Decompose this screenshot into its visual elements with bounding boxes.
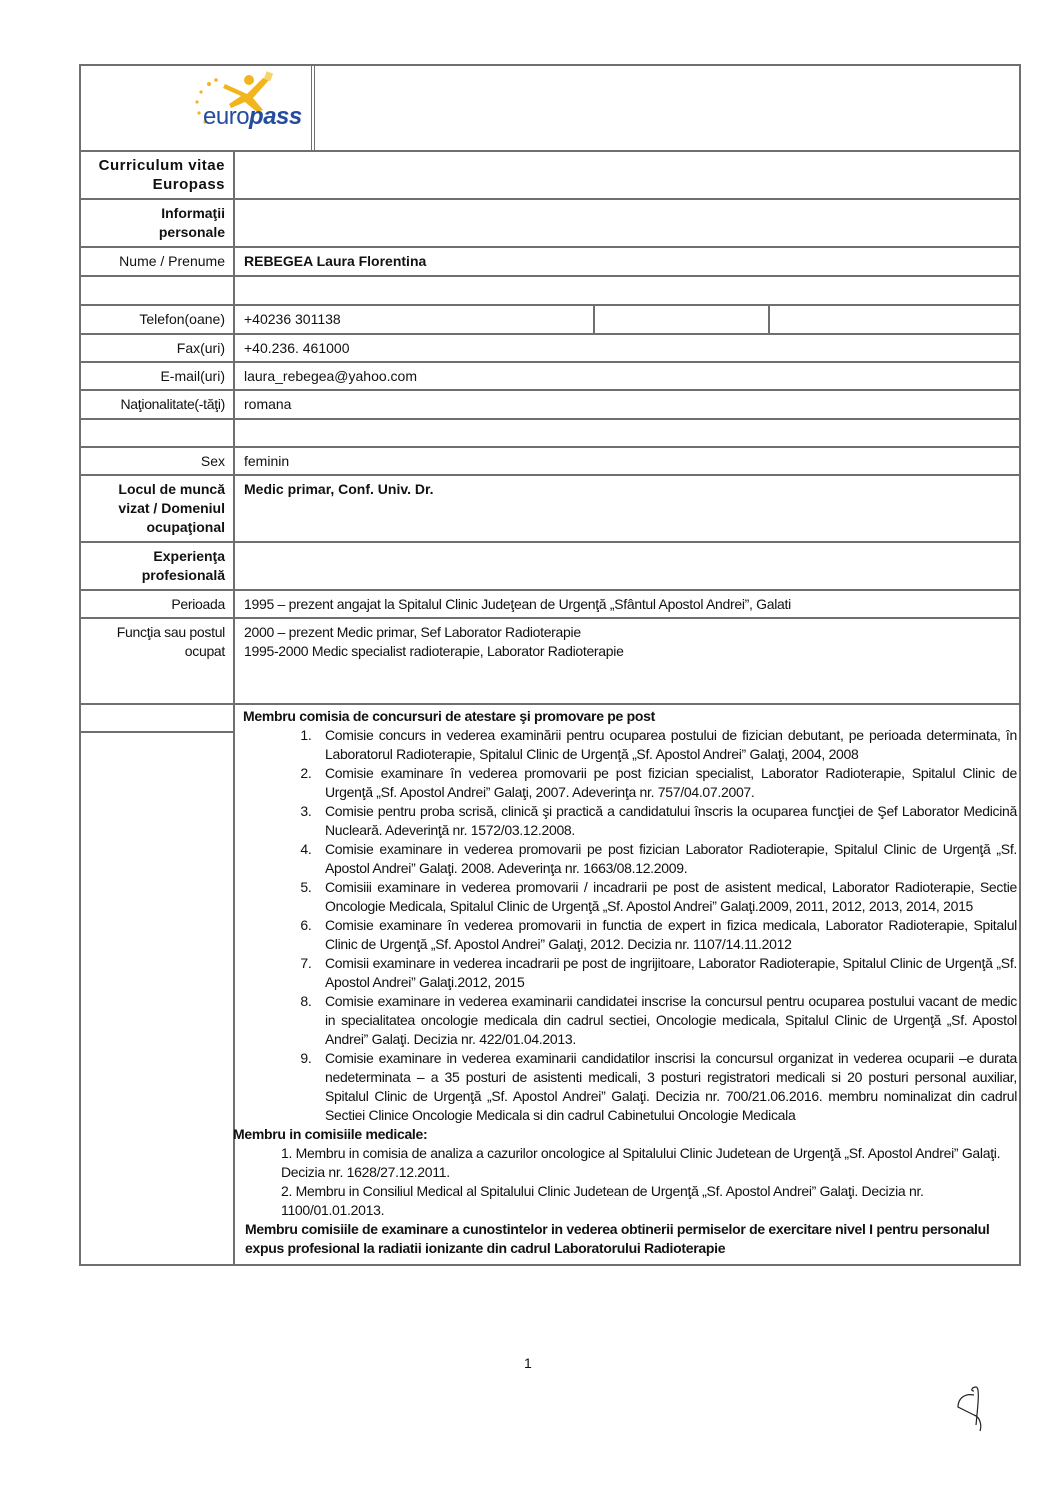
list-item: 2. Membru in Consiliul Medical al Spitalului Clinic Judetean de Urgenţă „Sf. Apostol Andrei” Galaţi. Decizia nr. 1100/01.01.2013.: [281, 1183, 924, 1218]
period-label: Perioada: [81, 591, 235, 617]
medical-committees-list: [241, 1144, 1017, 1220]
cv-table: [79, 64, 1021, 1266]
nationality-value: romana: [244, 396, 292, 412]
period-value: 1995 – prezent angajat la Spitalul Clinic Judeţean de Urgenţă „Sfântul Apostol Andrei”, Galati: [244, 596, 791, 612]
medical-committees-heading: Membru in comisiile medicale:: [233, 1126, 428, 1142]
list-item: 6. Comisie examinare în vederea promovarii in functia de expert in fizica medicala, Laborator Radioterapie, Spitalul Clinic de Urgenţă „Sf. Apostol Andrei” Galaţi, 2012. Decizia nr. 1107/14.11.2012: [315, 916, 1017, 954]
personal-info-header: [81, 200, 1019, 248]
empty-row: [81, 420, 1019, 448]
list-item: 3. Comisie pentru proba scrisă, clinică şi practică a candidatului înscris la ocuparea funcţiei de Şef Laborator Medicină Nucleară. Adeverinţă nr. 1572/03.12.2008.: [315, 802, 1017, 840]
phone-extra-cell-2: [770, 306, 1019, 333]
nationality-row: [81, 391, 1019, 420]
empty-row: [81, 277, 1019, 306]
europass-wordmark: europass: [203, 103, 302, 130]
name-value: REBEGEA Laura Florentina: [244, 253, 427, 269]
list-item: 1. Comisie concurs in vederea examinării pentru ocuparea postului de fizician debutant, pe perioada determinata, în Laboratorul Radioterapie, Spitalul Clinic de Urgenţă „Sf. Apostol Andrei” Galaţi, 2004, 2008: [315, 726, 1017, 764]
list-item: 4. Comisie examinare in vederea promovarii pe post fizician Laborator Radioterapie, Spitalul Clinic de Urgenţă „Sf. Apostol Andrei” Galaţi. 2008. Adeverinţa nr. 1663/08.12.2009.: [315, 840, 1017, 878]
exam-committees-heading: Membru comisiile de examinare a cunostintelor in vederea obtinerii permiselor de exercitare nivel I pentru personalul expus profesional la radiatii ionizante din cadrul Laboratorului Radioterapie: [245, 1221, 990, 1256]
period-row: [81, 591, 1019, 619]
committees-content: [235, 705, 1019, 1264]
europass-logo: [189, 70, 309, 130]
logo-row: [81, 66, 1019, 152]
committees-heading: Membru comisia de concursuri de atestare şi promovare pe post: [243, 708, 655, 724]
logo-right-cell: [315, 66, 1019, 150]
phone-extra-cell: [595, 306, 770, 333]
function-value: [235, 619, 1019, 703]
email-label: E-mail(uri): [81, 363, 235, 389]
function-row: [81, 619, 1019, 705]
committees-row: [81, 705, 1019, 1264]
email-value[interactable]: laura_rebegea@yahoo.com: [244, 368, 417, 384]
committees-label-cell: [81, 705, 235, 1264]
signature-icon: [950, 1375, 1000, 1435]
phone-label: Telefon(oane): [81, 306, 235, 333]
phone-value: +40236 301138: [235, 306, 595, 333]
occupation-row: [81, 476, 1019, 543]
list-item: 5. Comisiii examinare in vederea promovarii / incadrarii pe post de asistent medical, Laborator Radioterapie, Sectie Oncologie Medicala, Spitalul Clinic de Urgenţă „Sf. Apostol Andrei” Galaţi.2009, 2011, 2012, 2013, 2014, 2015: [315, 878, 1017, 916]
section-personal-info: Informaţii personale: [81, 200, 235, 246]
cv-title: Curriculum vitae Europass: [81, 152, 235, 198]
sex-row: [81, 448, 1019, 476]
nationality-label: Naţionalitate(-tăţi): [81, 391, 235, 418]
experience-header: [81, 543, 1019, 591]
section-experience: Experienţa profesională: [81, 543, 235, 589]
function-label: Funcţia sau postul ocupat: [81, 619, 235, 703]
occupation-value: Medic primar, Conf. Univ. Dr.: [244, 481, 434, 497]
cv-title-row: [81, 152, 1019, 200]
page-number: 1: [524, 1355, 532, 1371]
name-row: [81, 248, 1019, 277]
sex-value: feminin: [244, 453, 290, 469]
name-label: Nume / Prenume: [81, 248, 235, 275]
list-item: 8. Comisie examinare in vederea examinarii candidatei inscrise la concursul pentru ocuparea postului vacant de medic in specialitatea oncologie medicala din cadrul sectiei, Oncologie medicala, Spitalul Clinic de Urgenţă „Sf. Apostol Andrei” Galaţi. Decizia nr. 422/01.04.2013.: [315, 992, 1017, 1049]
occupation-label: Locul de muncă vizat / Domeniul ocupaţional: [81, 476, 235, 541]
list-item: 2. Comisie examinare în vederea promovarii pe post fizician specialist, Laborator Radioterapie, Spitalul Clinic de Urgenţă „Sf. Apostol Andrei” Galaţi, 2007. Adeverinţa nr. 757/04.07.2007.: [315, 764, 1017, 802]
function-line: 2000 – prezent Medic primar, Sef Laborator Radioterapie: [244, 624, 581, 640]
fax-row: [81, 335, 1019, 363]
logo-cell: [81, 66, 315, 150]
fax-label: Fax(uri): [81, 335, 235, 361]
list-item: 9. Comisie examinare in vederea examinarii candidatilor inscrisi la concursul organizat in vederea ocuparii –e durata nedeterminata – a 35 posturi de asistenti medicali, 3 posturi registratori medicali si 20 posturi personal auxiliar, Spitalul Clinic de Urgenţă „Sf. Apostol Andrei” Galaţi. Decizia nr. 700/21.06.2016. membru nominalizat din cadrul Sectiei Clinice Oncologie Medicala si din cadrul Cabinetului Oncologie Medicala: [315, 1049, 1017, 1125]
committees-list: [241, 726, 1017, 1125]
function-line: 1995-2000 Medic specialist radioterapie, Laborator Radioterapie: [244, 643, 624, 659]
phone-row: [81, 306, 1019, 335]
email-row: [81, 363, 1019, 391]
sex-label: Sex: [81, 448, 235, 474]
fax-value: +40.236. 461000: [244, 340, 350, 356]
list-item: 7. Comisii examinare in vederea incadrarii pe post de ingrijitoare, Laborator Radioterapie, Spitalul Clinic de Urgenţă „Sf. Apostol Andrei” Galaţi.2012, 2015: [315, 954, 1017, 992]
list-item: 1. Membru in comisia de analiza a cazurilor oncologice al Spitalului Clinic Judetean de Urgenţă „Sf. Apostol Andrei” Galaţi. Decizia nr. 1628/27.12.2011.: [281, 1145, 1001, 1180]
